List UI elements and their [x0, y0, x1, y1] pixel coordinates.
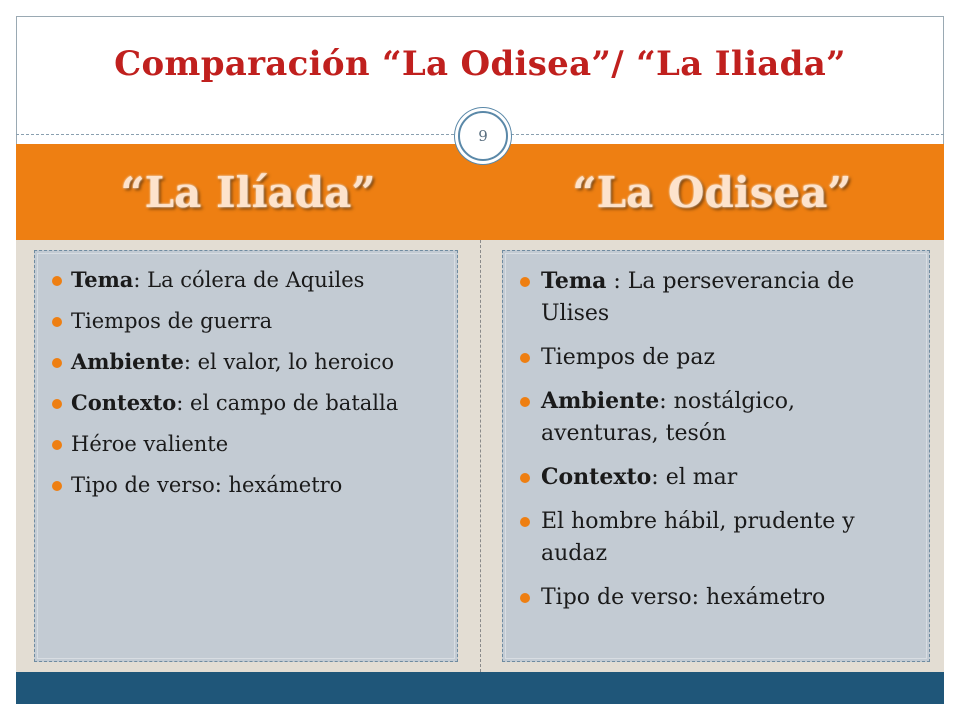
- column-divider: [480, 240, 481, 672]
- odisea-content-box: [502, 250, 930, 662]
- column-heading-odisea: “La Odisea”: [572, 168, 852, 217]
- list-item: Tema : La perseverancia de Ulises: [541, 265, 915, 330]
- bullet-icon: [52, 276, 62, 286]
- list-item: Contexto: el mar: [541, 461, 915, 494]
- bullet-icon: [520, 473, 530, 483]
- iliada-bullet-list: [35, 251, 457, 500]
- bullet-icon: [520, 593, 530, 603]
- list-item: Tiempos de paz: [541, 341, 915, 374]
- list-item: Ambiente: nostálgico, aventuras, tesón: [541, 385, 915, 450]
- page-number-badge: 9: [458, 111, 508, 161]
- iliada-content-box: [34, 250, 458, 662]
- list-item: Tipo de verso: hexámetro: [541, 581, 915, 614]
- column-heading-iliada: “La Ilíada”: [120, 168, 376, 217]
- list-item: Héroe valiente: [71, 429, 441, 459]
- list-item: Tiempos de guerra: [71, 306, 441, 336]
- bullet-icon: [520, 353, 530, 363]
- odisea-bullet-list: [503, 251, 929, 614]
- list-item: Ambiente: el valor, lo heroico: [71, 347, 441, 377]
- bullet-icon: [520, 277, 530, 287]
- bullet-icon: [520, 517, 530, 527]
- bullet-icon: [52, 317, 62, 327]
- bullet-icon: [52, 481, 62, 491]
- list-item: Tema: La cólera de Aquiles: [71, 265, 441, 295]
- list-item: El hombre hábil, prudente y audaz: [541, 505, 915, 570]
- bullet-icon: [52, 358, 62, 368]
- list-item: Tipo de verso: hexámetro: [71, 470, 441, 500]
- footer-band: [16, 672, 944, 704]
- slide-title: Comparación “La Odisea”/ “La Iliada”: [114, 44, 846, 84]
- list-item: Contexto: el campo de batalla: [71, 388, 441, 418]
- bullet-icon: [52, 399, 62, 409]
- bullet-icon: [520, 397, 530, 407]
- bullet-icon: [52, 440, 62, 450]
